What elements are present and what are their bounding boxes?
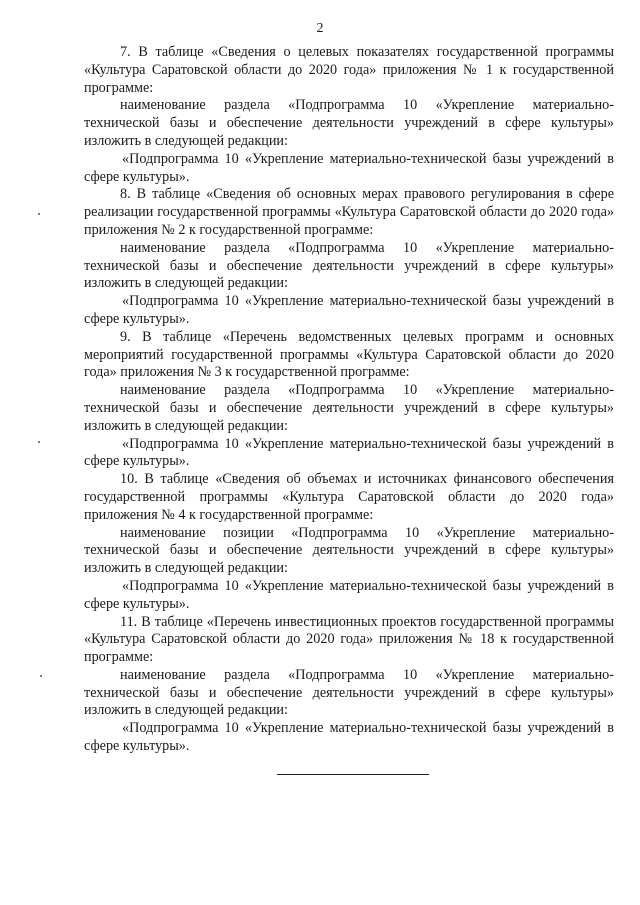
item-10-new-wording-paragraph: «Подпрограмма 10 «Укрепление материально-технической базы учреждений в сфере культуры». — [84, 577, 614, 612]
page-number: 2 — [316, 21, 324, 36]
item-8-paragraph: 8. В таблице «Сведения об основных мерах правового регулирования в сфере реализации государственной программы «Культура Саратовской области до 2020 года» приложения № 2 к государственной программе: — [84, 186, 614, 238]
scan-speck — [38, 441, 40, 443]
item-9-paragraph: 9. В таблице «Перечень ведомственных целевых программ и основных мероприятий государственной программы «Культура Саратовской области до 2020 года» приложения № 3 к государственной программе: — [84, 328, 614, 381]
end-separator-line — [277, 774, 429, 775]
document-body — [84, 44, 614, 756]
item-10-paragraph: 10. В таблице «Сведения об объемах и источниках финансового обеспечения государственной программы «Культура Саратовской области до 2020 года» приложения № 4 к государственной программе: — [84, 471, 614, 523]
scan-speck — [40, 675, 42, 677]
item-8-section-name-paragraph: наименование раздела «Подпрограмма 10 «Укрепление материально-технической базы и обеспечение деятельности учреждений в сфере культуры» изложить в следующей редакции: — [84, 239, 614, 292]
item-11-paragraph: 11. В таблице «Перечень инвестиционных проектов государственной программы «Культура Саратовской области до 2020 года» приложения № 18 к государственной программе: — [84, 613, 614, 666]
item-9-new-wording-paragraph: «Подпрограмма 10 «Укрепление материально-технической базы учреждений в сфере культуры». — [84, 435, 614, 470]
item-11-new-wording-paragraph: «Подпрограмма 10 «Укрепление материально-технической базы учреждений в сфере культуры». — [84, 720, 614, 755]
item-8-new-wording-paragraph: «Подпрограмма 10 «Укрепление материально-технической базы учреждений в сфере культуры». — [84, 293, 614, 327]
item-7-new-wording-paragraph: «Подпрограмма 10 «Укрепление материально-технической базы учреждений в сфере культуры». — [84, 150, 614, 185]
item-9-section-name-paragraph: наименование раздела «Подпрограмма 10 «Укрепление материально-технической базы и обеспечение деятельности учреждений в сфере культуры» изложить в следующей редакции: — [84, 382, 614, 434]
scan-speck — [38, 213, 40, 215]
item-7-section-name-paragraph: наименование раздела «Подпрограмма 10 «Укрепление материально-технической базы и обеспечение деятельности учреждений в сфере культуры» изложить в следующей редакции: — [84, 97, 614, 149]
item-11-section-name-paragraph: наименование раздела «Подпрограмма 10 «Укрепление материально-технической базы и обеспечение деятельности учреждений в сфере культуры» изложить в следующей редакции: — [84, 666, 614, 719]
item-7-paragraph: 7. В таблице «Сведения о целевых показателях государственной программы «Культура Саратовской области до 2020 года» приложения № 1 к государственной программе: — [84, 44, 614, 96]
item-10-position-name-paragraph: наименование позиции «Подпрограмма 10 «Укрепление материально-технической базы и обеспечение деятельности учреждений в сфере культуры» изложить в следующей редакции: — [84, 524, 614, 577]
